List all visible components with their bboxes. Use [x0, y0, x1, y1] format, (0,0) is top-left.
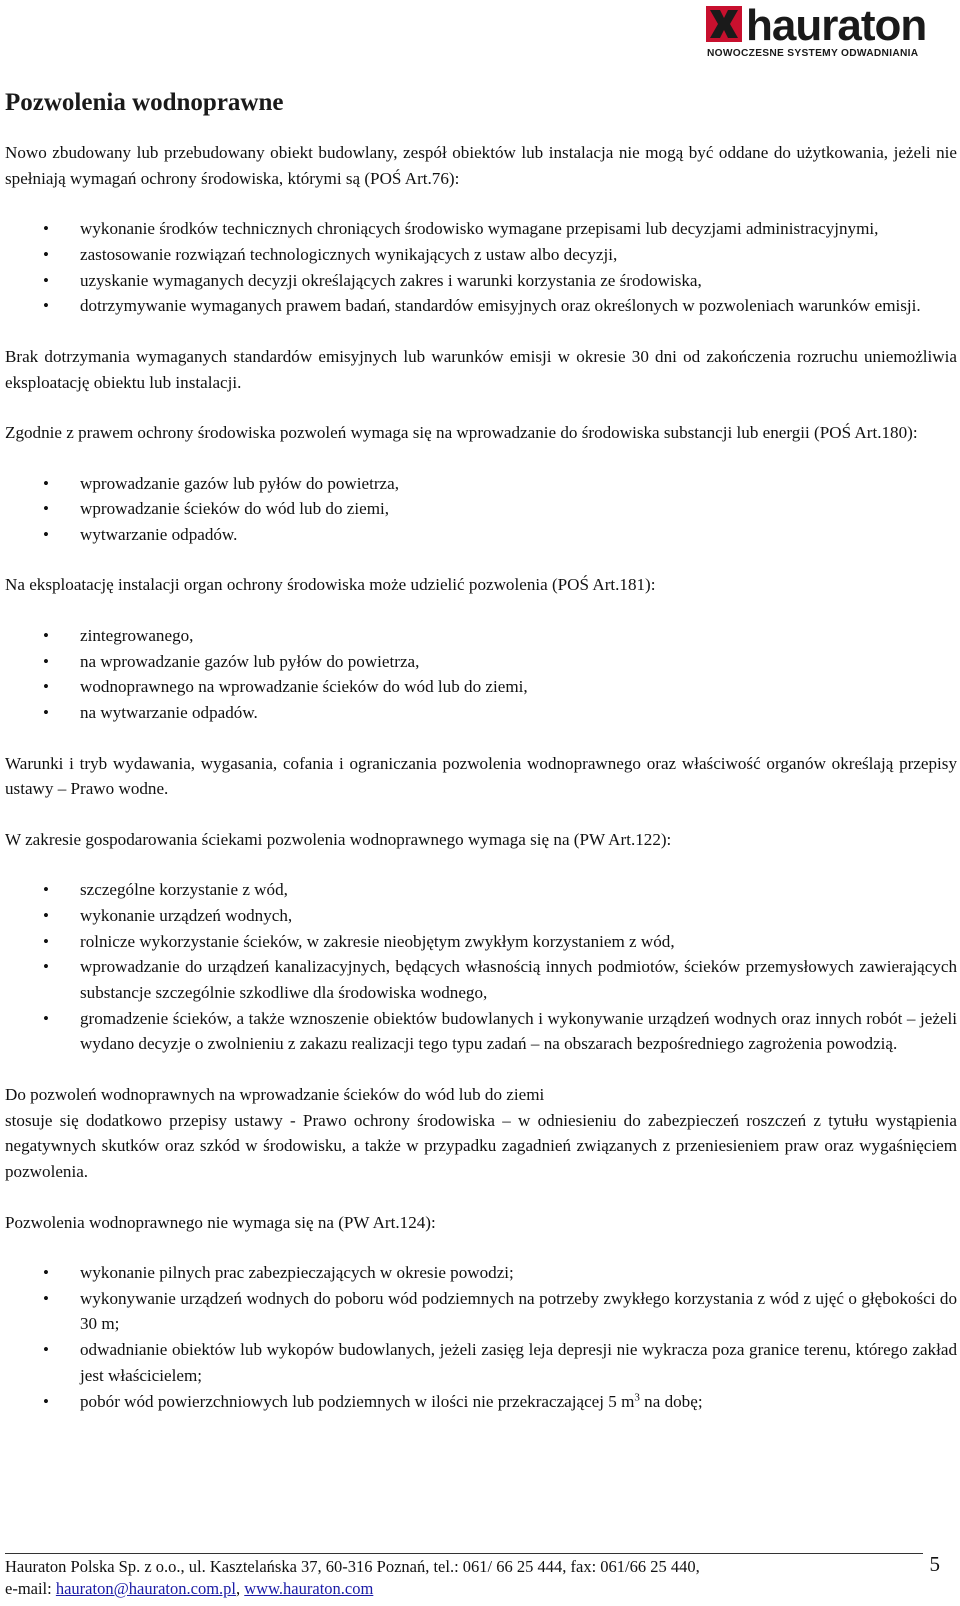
paragraph-conditions: Warunki i tryb wydawania, wygasania, cofania i ograniczania pozwolenia wodnoprawnego oraz właściwość organów określają przepisy ustawy – Prawo wodne. [5, 753, 957, 799]
paragraph-art180: Zgodnie z prawem ochrony środowiska pozwoleń wymaga się na wprowadzanie do środowiska substancji lub energii (POŚ Art.180): [5, 423, 918, 443]
footer-email-label: e-mail: [5, 1579, 56, 1598]
list-item: • szczególne korzystanie z wód, [5, 877, 957, 903]
list-item: • dotrzymywanie wymaganych prawem badań, standardów emisyjnych oraz określonych w pozwoleniach warunków emisji. [5, 293, 957, 319]
page-title: Pozwolenia wodnoprawne [5, 89, 284, 116]
list-item [5, 1389, 957, 1415]
paragraph-art181: Na eksploatację instalacji organ ochrony środowiska może udzielić pozwolenia (POŚ Art.181): [5, 575, 656, 595]
footer-website-link[interactable]: www.hauraton.com [244, 1579, 374, 1598]
list-item: • wodnoprawnego na wprowadzanie ścieków do wód lub do ziemi, [5, 674, 957, 700]
list-art122 [5, 877, 957, 1057]
list-item: • wykonanie pilnych prac zabezpieczających w okresie powodzi; [5, 1260, 957, 1286]
list-item: • wprowadzanie gazów lub pyłów do powietrza, [5, 471, 957, 497]
list-item-text-end: na dobę; [639, 1391, 703, 1411]
footer-address: Hauraton Polska Sp. z o.o., ul. Kasztelańska 37, 60-316 Poznań, tel.: 061/ 66 25 444, fax: 061/66 25 440, [5, 1557, 700, 1576]
superscript-3: 3 [634, 1390, 640, 1403]
hauraton-logo [706, 4, 958, 60]
list-item: • na wprowadzanie gazów lub pyłów do powietrza, [5, 649, 957, 675]
hauraton-logo-graphic [706, 4, 958, 60]
list-item: • wytwarzanie odpadów. [5, 522, 957, 548]
list-art124 [5, 1260, 957, 1414]
list-item: • wprowadzanie ścieków do wód lub do ziemi, [5, 496, 957, 522]
list-art180 [5, 471, 957, 548]
document-body [5, 88, 957, 1439]
list-item: • odwadnianie obiektów lub wykopów budowlanych, jeżeli zasięg leja depresji nie wykracza poza granice terenu, którego zakład jest właścicielem; [5, 1337, 957, 1388]
paragraph-emission: Brak dotrzymania wymaganych standardów emisyjnych lub warunków emisji w okresie 30 dni od zakończenia rozruchu uniemożliwia eksploatację obiektu lub instalacji. [5, 346, 957, 392]
list-item: • gromadzenie ścieków, a także wznoszenie obiektów budowlanych i wykonywanie urządzeń wodnych oraz innych robót – jeżeli wydano decyzje o zwolnieniu z zakazu realizacji tego typu zadań – na obszarach bezpośredniego zagrożenia powodzią. [5, 1006, 957, 1057]
footer-divider [5, 1553, 923, 1554]
footer-separator: , [236, 1579, 245, 1598]
list-art76 [5, 216, 957, 319]
list-item: • wykonanie urządzeń wodnych, [5, 903, 957, 929]
list-item: • zastosowanie rozwiązań technologicznych wynikających z ustaw albo decyzji, [5, 242, 957, 268]
list-item: • wprowadzanie do urządzeń kanalizacyjnych, będących własnością innych podmiotów, ścieków przemysłowych zawierających substancje szczególnie szkodliwe dla środowiska wodnego, [5, 954, 957, 1005]
list-item: • rolnicze wykorzystanie ścieków, w zakresie nieobjętym zwykłym korzystaniem z wód, [5, 929, 957, 955]
paragraph-additional-rules [5, 1082, 957, 1185]
list-item: • uzyskanie wymaganych decyzji określających zakres i warunki korzystania ze środowiska, [5, 268, 957, 294]
list-item: • wykonanie środków technicznych chroniących środowisko wymagane przepisami lub decyzjami administracyjnymi, [5, 216, 957, 242]
paragraph-additional-rules-line2: stosuje się dodatkowo przepisy ustawy - Prawo ochrony środowiska – w odniesieniu do zabezpieczeń roszczeń z tytułu wystąpienia negatywnych skutków oraz szkód w środowisku, a także w przypadku zagadnień związanych z przeniesieniem praw oraz wygaśnięciem pozwolenia. [5, 1110, 957, 1182]
list-item: • zintegrowanego, [5, 623, 957, 649]
footer-email-link[interactable]: hauraton@hauraton.com.pl [55, 1579, 236, 1598]
logo-tagline: NOWOCZESNE SYSTEMY ODWADNIANIA [707, 48, 919, 59]
list-item-text: pobór wód powierzchniowych lub podziemnych w ilości nie przekraczającej 5 m [80, 1391, 635, 1411]
paragraph-additional-rules-line1: Do pozwoleń wodnoprawnych na wprowadzanie ścieków do wód lub do ziemi [5, 1084, 545, 1104]
paragraph-intro: Nowo zbudowany lub przebudowany obiekt budowlany, zespół obiektów lub instalacja nie mogą być oddane do użytkowania, jeżeli nie spełniają wymagań ochrony środowiska, którymi są (POŚ Art.76): [5, 143, 957, 188]
logo-brand-name: hauraton [746, 4, 927, 50]
footer [5, 1556, 957, 1600]
footer-contact [5, 1578, 957, 1600]
list-item: • na wytwarzanie odpadów. [5, 700, 957, 726]
paragraph-art122: W zakresie gospodarowania ściekami pozwolenia wodnoprawnego wymaga się na (PW Art.122): [5, 829, 672, 849]
list-item: • wykonywanie urządzeń wodnych do poboru wód podziemnych na potrzeby zwykłego korzystania z wód z ujęć o głębokości do 30 m; [5, 1286, 957, 1337]
list-art181 [5, 623, 957, 726]
paragraph-art124: Pozwolenia wodnoprawnego nie wymaga się na (PW Art.124): [5, 1212, 436, 1232]
page-number: 5 [929, 1552, 940, 1576]
